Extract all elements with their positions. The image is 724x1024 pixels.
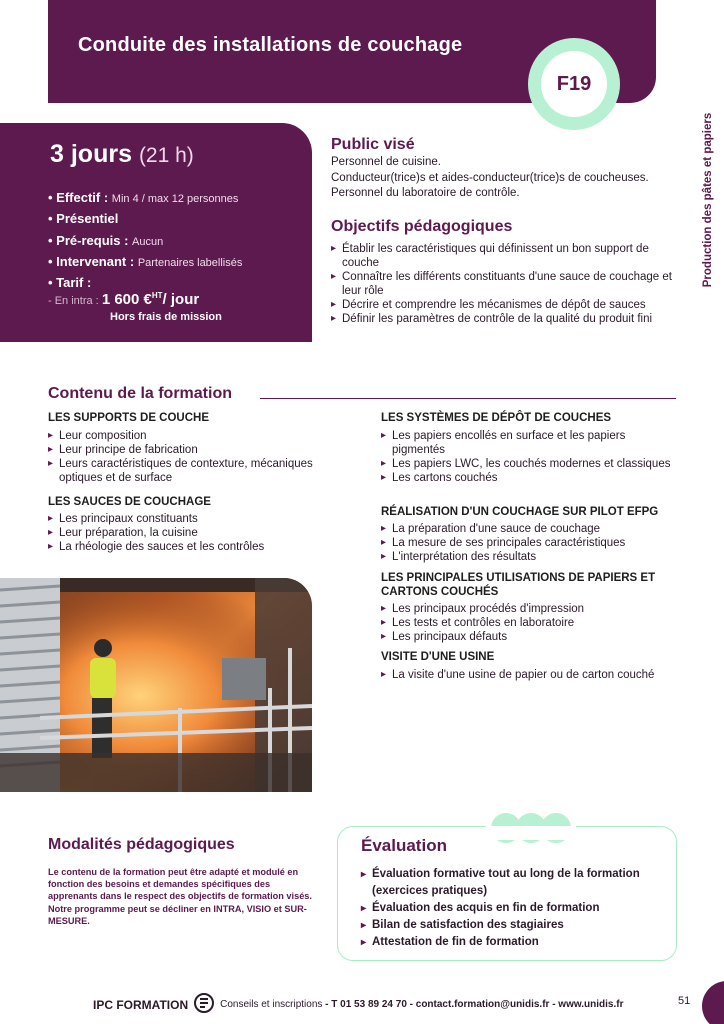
info-presentiel: • Présentiel [48,211,119,226]
evaluation-list [361,866,671,951]
tarif-label: Tarif : [56,275,92,290]
evaluation-item: ▸ Évaluation des acquis en fin de formation [361,900,671,917]
footer-contact [220,999,623,1010]
contenu-item: ▸ L'interprétation des résultats [381,550,676,564]
contenu-item: ▸ La mesure de ses principales caractéristiques [381,536,676,550]
evaluation-item: ▸ Bilan de satisfaction des stagiaires [361,917,671,934]
objectifs-title: Objectifs pédagogiques [331,218,513,235]
prerequis-value: Aucun [132,236,164,248]
info-prerequis: • Pré-requis : Aucun [48,233,164,248]
contenu-heading: RÉALISATION D'UN COUCHAGE SUR PILOT EFPG [381,506,659,518]
contenu-item: ▸ Leur principe de fabrication [48,443,348,457]
bubble-mask [486,826,576,840]
footer-brand: IPC FORMATION [93,997,189,1012]
contenu-list [48,512,348,554]
contenu-item: ▸ Les tests et contrôles en laboratoire [381,616,676,630]
contenu-item: ▸ Les papiers LWC, les couchés modernes et classiques [381,457,676,471]
intra-price-line [48,291,199,308]
effectif-label: Effectif : [56,190,109,205]
page-title: Conduite des installations de couchage [78,34,463,56]
footer-contact-details[interactable]: - T 01 53 89 24 70 - contact.formation@unidis.fr - www.unidis.fr [325,999,624,1010]
contenu-item: ▸ Les principaux procédés d'impression [381,602,676,616]
intervenant-label: Intervenant : [56,254,135,269]
modalites-title: Modalités pédagogiques [48,836,235,853]
contenu-heading: VISITE D'UNE USINE [381,651,495,663]
contenu-divider [260,398,676,399]
intra-label: - En intra : [48,295,99,307]
objectif-item: ▸ Connaître les différents constituants d'une sauce de couchage et leur rôle [331,270,676,298]
page-number: 51 [678,995,691,1007]
price-value [102,291,199,308]
contenu-heading: LES SUPPORTS DE COUCHE [48,412,210,424]
price-tax-label: HT [151,291,163,300]
duration [50,140,194,169]
footer-conseils: Conseils et inscriptions [220,999,323,1010]
price-note: Hors frais de mission [110,311,222,323]
evaluation-item: ▸ Évaluation formative tout au long de la formation (exercices pratiques) [361,866,671,900]
duration-hours: (21 h) [138,144,194,167]
contenu-item: ▸ La rhéologie des sauces et les contrôles [48,540,348,554]
contenu-item: ▸ Les cartons couchés [381,471,676,485]
presentiel-label: Présentiel [56,211,119,226]
price-unit: / jour [162,291,200,308]
evaluation-item: ▸ Attestation de fin de formation [361,934,671,951]
modalites-text: Le contenu de la formation peut être adapté et modulé en fonction des besoins et demandes spécifiques des apprenants dans le respect des objectifs de formation visés. Notre programme peut se décliner en INTRA, VISIO et SUR-MESURE. [48,867,312,926]
contenu-item: ▸ Leur composition [48,429,348,443]
contenu-item: ▸ La préparation d'une sauce de couchage [381,522,676,536]
contenu-item: ▸ Leur préparation, la cuisine [48,526,348,540]
duration-days: 3 jours [50,140,132,168]
objectif-item: ▸ Décrire et comprendre les mécanismes de dépôt de sauces [331,298,676,312]
contenu-item: ▸ Les papiers encollés en surface et les papiers pigmentés [381,429,676,457]
footer [93,992,623,1017]
corner-tab [702,981,724,1024]
contenu-list [381,668,676,682]
objectif-item: ▸ Définir les paramètres de contrôle de la qualité du produit fini [331,312,676,326]
contenu-heading: LES PRINCIPALES UTILISATIONS DE PAPIERS ET CARTONS COUCHÉS [381,572,656,598]
contenu-item: ▸ Leurs caractéristiques de contexture, mécaniques optiques et de surface [48,457,348,485]
contenu-list [381,602,676,644]
evaluation-title: Évaluation [361,836,447,855]
info-intervenant: • Intervenant : Partenaires labellisés [48,254,243,269]
info-tarif: • Tarif : [48,275,92,290]
course-code-badge: F19 [541,51,607,117]
industrial-photo [0,578,312,792]
intervenant-value: Partenaires labellisés [137,257,243,269]
public-line: Conducteur(trice)s et aides-conducteur(trice)s de coucheuses. [331,171,649,184]
photo-illustration [0,578,312,792]
contenu-heading: LES SAUCES DE COUCHAGE [48,496,211,508]
public-list [331,155,691,202]
objectif-item: ▸ Établir les caractéristiques qui définissent un bon support de couche [331,242,676,270]
contenu-list [381,522,676,564]
phone-chat-icon [193,992,215,1017]
contenu-item: ▸ Les principaux défauts [381,630,676,644]
contenu-heading: LES SYSTÈMES DE DÉPÔT DE COUCHES [381,412,612,424]
public-line: Personnel de cuisine. [331,156,441,168]
contenu-list [381,429,676,485]
price-amount: 1 600 € [101,291,152,308]
contenu-item: ▸ La visite d'une usine de papier ou de carton couché [381,668,676,682]
contenu-list [48,429,348,485]
info-effectif: • Effectif : Min 4 / max 12 personnes [48,190,239,205]
contenu-item: ▸ Les principaux constituants [48,512,348,526]
objectifs-list [331,242,676,326]
contenu-title: Contenu de la formation [48,385,238,403]
effectif-value: Min 4 / max 12 personnes [111,193,239,205]
public-title: Public visé [331,136,415,153]
public-line: Personnel du laboratoire de contrôle. [331,187,520,199]
category-side-label: Production des pâtes et papiers [702,112,714,288]
prerequis-label: Pré-requis : [56,233,129,248]
